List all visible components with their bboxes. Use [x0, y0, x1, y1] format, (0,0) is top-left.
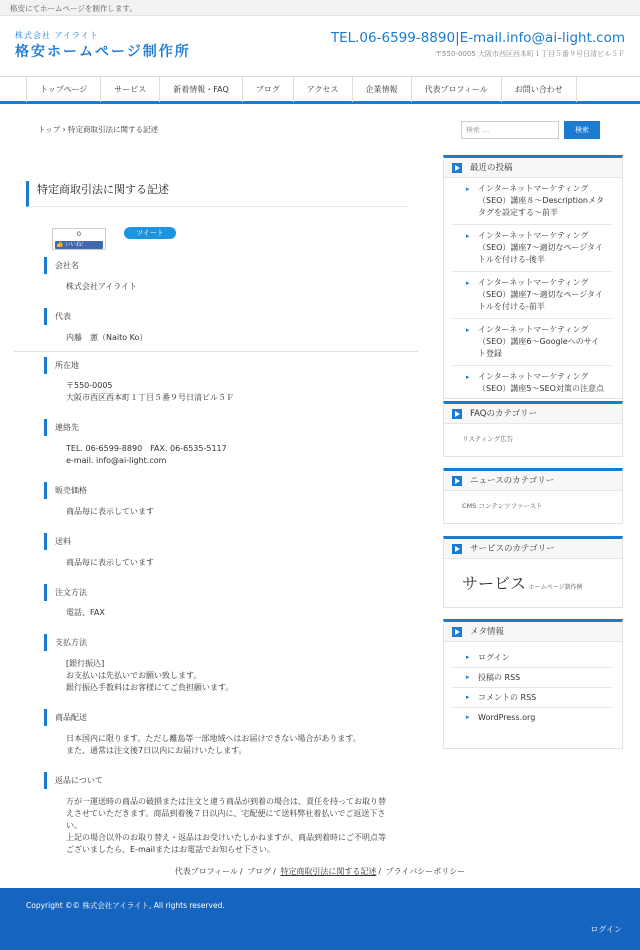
- faq-category-link[interactable]: リスティング広告: [462, 435, 514, 443]
- item-body-company: 株式会社アイライト: [66, 282, 138, 291]
- item-body-payment: [銀行振込] お支払いは先払いでお願い致します。 銀行振込手数料はお客様にてご負担願います。: [66, 659, 234, 692]
- widget-title-recent: 最近の投稿: [444, 158, 622, 178]
- item-body-representative: 内藤 憲（Naito Ko）: [66, 333, 148, 342]
- item-body-returns: 万が一運送時の商品の破損または注文と違う商品が到着の場合は、責任を持ってお取り替えさせていただきます。商品到着後７日以内に、宅配便にて送料弊社着払いでご返送下さい。 上記の場合以外のお取り替え・返品はお受けいたしかねますが、商品到着時にご不明点等ございましたら、E-mailまたはお電話でお知らせ下さい。: [66, 797, 386, 854]
- recent-post-link[interactable]: ▸ インターネットマーケティング（SEO）講座7～適切なページタイトルを付ける-後半: [452, 225, 612, 272]
- nav-item-top[interactable]: トップページ: [26, 77, 100, 102]
- like-label: 👍 いいね！: [55, 241, 103, 249]
- nav-item-access[interactable]: アクセス: [293, 77, 352, 102]
- page-title: 特定商取引法に関する記述: [26, 181, 408, 207]
- footer-login-link[interactable]: ログイン: [590, 925, 622, 934]
- item-head-delivery: 商品配送: [44, 709, 87, 726]
- header-address: 〒550-0005 大阪市西区西本町１丁目５番９号日清ビル５Ｆ: [435, 50, 625, 58]
- item-head-price: 販売価格: [44, 482, 87, 499]
- widget-title-service: サービスのカテゴリー: [444, 539, 622, 559]
- footer-link-privacy[interactable]: プライバシーポリシー: [385, 867, 466, 876]
- nav-item-company[interactable]: 企業情報: [352, 77, 411, 102]
- recent-post-link[interactable]: ▸ インターネットマーケティング（SEO）講座7～適切なページタイトルを付ける-前半: [452, 272, 612, 319]
- item-head-company: 会社名: [44, 257, 79, 274]
- recent-post-link[interactable]: ▸ インターネットマーケティング（SEO）講座6～Googleへのサイト登録: [452, 319, 612, 366]
- nav-item-contact[interactable]: お問い合わせ: [501, 77, 577, 102]
- item-head-representative: 代表: [44, 308, 71, 325]
- service-subcategory-link[interactable]: ホームページ制作例: [528, 584, 583, 591]
- main-content: [0, 106, 430, 870]
- top-bar-text: 格安にてホームページを制作します。: [10, 4, 137, 13]
- item-head-shipping-fee: 送料: [44, 533, 71, 550]
- meta-rss-comments-link[interactable]: ▸ コメントの RSS: [452, 688, 612, 708]
- widget-title-meta: メタ情報: [444, 622, 622, 642]
- recent-post-link[interactable]: ▸ インターネットマーケティング（SEO）講座８～Descriptionメタタグを設定する～前半: [452, 178, 612, 225]
- widget-title-faq: FAQのカテゴリー: [444, 404, 622, 424]
- footer-link-tokusho[interactable]: 特定商取引法に関する記述: [280, 867, 377, 876]
- divider: [14, 351, 418, 352]
- top-bar: [0, 0, 640, 16]
- item-head-order: 注文方法: [44, 584, 87, 601]
- nav-item-blog[interactable]: ブログ: [242, 77, 293, 102]
- footer-link-profile[interactable]: 代表プロフィール: [174, 867, 238, 876]
- item-body-delivery: 日本国内に限ります。ただし離島等一部地域へはお届けできない場合があります。 また、通常は注文後7日以内にお届けいたします。: [66, 734, 361, 755]
- nav-item-news-faq[interactable]: 新着情報・FAQ: [159, 77, 242, 102]
- meta-wordpress-link[interactable]: ▸ WordPress.org: [452, 708, 612, 727]
- meta-rss-posts-link[interactable]: ▸ 投稿の RSS: [452, 668, 612, 688]
- news-category-link[interactable]: CMS コンテンツファースト: [462, 502, 543, 510]
- tweet-button[interactable]: ツイート: [124, 227, 176, 239]
- copyright: Copyright ©© 株式会社アイライト, All rights reserved.: [26, 901, 225, 910]
- like-count: 0: [76, 230, 82, 238]
- site-footer: [0, 888, 640, 950]
- breadcrumb[interactable]: トップ › 特定商取引法に関する記述: [38, 125, 159, 134]
- item-body-shipping-fee: 商品毎に表示しています: [66, 558, 154, 567]
- item-body-address: 〒550-0005 大阪市西区西本町１丁目５番９号日清ビル５Ｆ: [66, 381, 234, 402]
- widget-faq-categories: [443, 401, 623, 457]
- logo-subtitle: 株式会社 アイライト: [15, 31, 99, 40]
- nav-item-profile[interactable]: 代表プロフィール: [411, 77, 501, 102]
- nav-item-service[interactable]: サービス: [100, 77, 159, 102]
- widget-title-news: ニュースのカテゴリー: [444, 471, 622, 491]
- service-category-link[interactable]: サービス: [462, 574, 527, 593]
- widget-news-categories: [443, 468, 623, 524]
- widget-service-categories: [443, 536, 623, 608]
- item-head-payment: 支払方法: [44, 634, 87, 651]
- footer-links: 代表プロフィール / ブログ / 特定商取引法に関する記述 / プライバシーポリシー: [174, 867, 466, 876]
- item-head-address: 所在地: [44, 357, 79, 374]
- site-logo[interactable]: 格安ホームページ制作所: [15, 44, 191, 60]
- recent-post-link[interactable]: ▸ インターネットマーケティング（SEO）講座5～SEO対策の注意点: [452, 366, 612, 398]
- meta-login-link[interactable]: ▸ ログイン: [452, 648, 612, 668]
- item-body-contact: TEL. 06-6599-8890 FAX. 06-6535-5117 e-mail. info@ai-light.com: [66, 444, 227, 465]
- site-header: [0, 16, 640, 74]
- widget-recent-posts: [443, 155, 623, 399]
- widget-meta: [443, 619, 623, 749]
- global-nav: [0, 76, 640, 104]
- search-input[interactable]: 検索 …: [461, 121, 559, 139]
- item-body-order: 電話、FAX: [66, 608, 105, 617]
- contact-tel-email: TEL.06-6599-8890|E-mail.info@ai-light.com: [330, 30, 625, 46]
- item-head-returns: 返品について: [44, 772, 103, 789]
- footer-link-blog[interactable]: ブログ: [247, 867, 272, 876]
- item-body-price: 商品毎に表示しています: [66, 507, 154, 516]
- item-head-contact: 連絡先: [44, 419, 79, 436]
- facebook-like-button[interactable]: [52, 228, 106, 250]
- search-button[interactable]: 検索: [564, 121, 600, 139]
